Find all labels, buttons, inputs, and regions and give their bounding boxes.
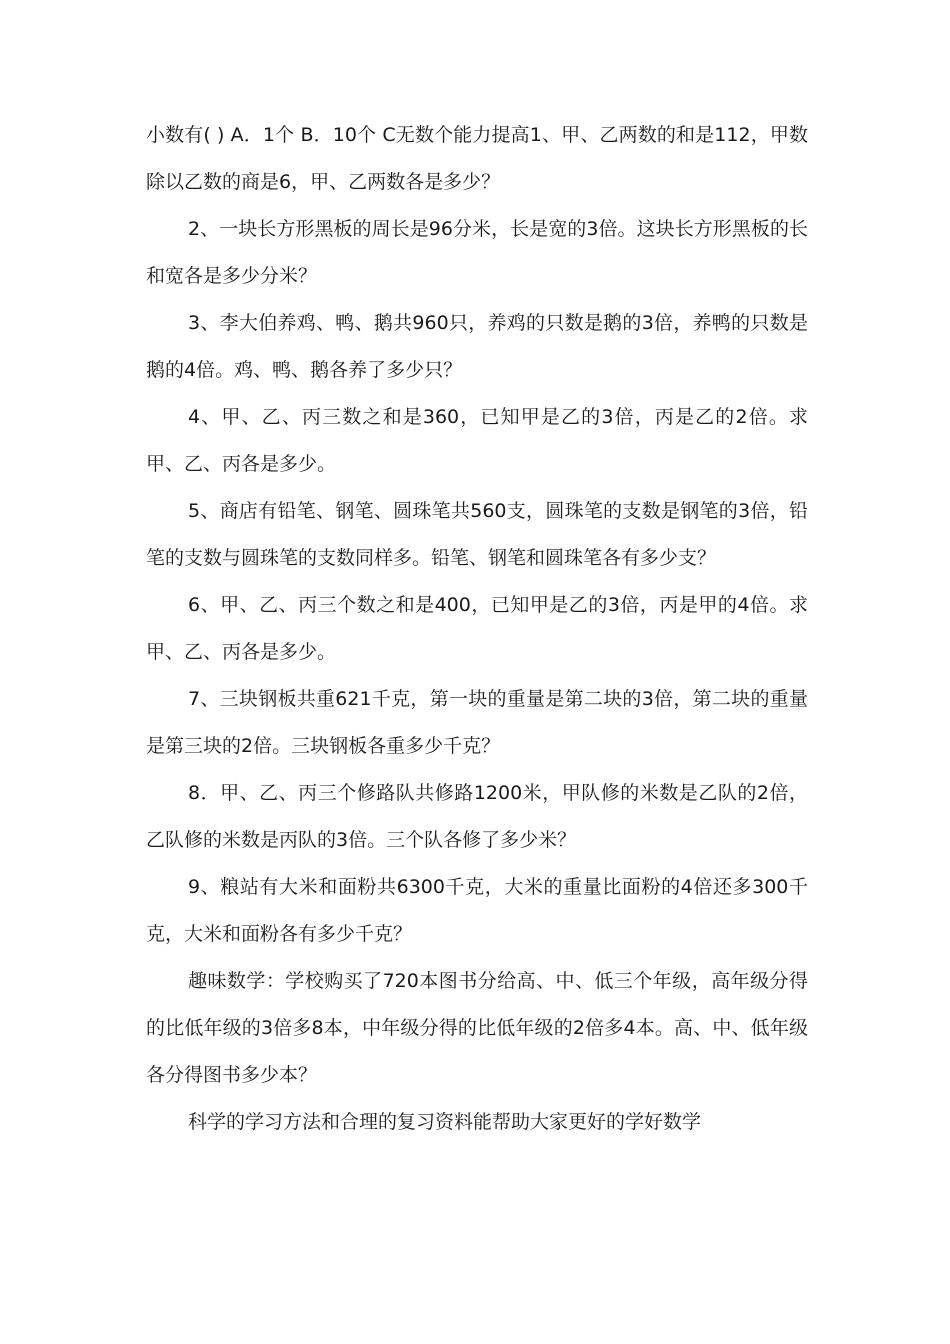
paragraph-7: 7、三块钢板共重621千克，第一块的重量是第二块的3倍，第二块的重量是第三块的2倍。三块钢板各重多少千克？ (146, 688, 808, 757)
document-body (146, 112, 808, 1146)
paragraph-1: 小数有( ) A．1个 B．10个 C无数个能力提高1、甲、乙两数的和是112，甲数除以乙数的商是6，甲、乙两数各是多少？ (146, 124, 808, 193)
paragraph-5: 5、商店有铅笔、钢笔、圆珠笔共560支，圆珠笔的支数是钢笔的3倍，铅笔的支数与圆珠笔的支数同样多。铅笔、钢笔和圆珠笔各有多少支？ (146, 500, 808, 569)
paragraph-8: 8．甲、乙、丙三个修路队共修路1200米，甲队修的米数是乙队的2倍，乙队修的米数是丙队的3倍。三个队各修了多少米？ (146, 782, 808, 851)
paragraph-2: 2、一块长方形黑板的周长是96分米，长是宽的3倍。这块长方形黑板的长和宽各是多少分米？ (146, 218, 808, 287)
paragraph-4: 4、甲、乙、丙三数之和是360，已知甲是乙的3倍，丙是乙的2倍。求甲、乙、丙各是多少。 (146, 406, 808, 475)
paragraph-10: 趣味数学：学校购买了720本图书分给高、中、低三个年级，高年级分得的比低年级的3倍多8本，中年级分得的比低年级的2倍多4本。高、中、低年级各分得图书多少本？ (146, 970, 808, 1086)
paragraph-9: 9、粮站有大米和面粉共6300千克，大米的重量比面粉的4倍还多300千克，大米和面粉各有多少千克？ (146, 876, 808, 945)
paragraph-3: 3、李大伯养鸡、鸭、鹅共960只，养鸡的只数是鹅的3倍，养鸭的只数是鹅的4倍。鸡、鸭、鹅各养了多少只？ (146, 312, 808, 381)
paragraph-6: 6、甲、乙、丙三个数之和是400，已知甲是乙的3倍，丙是甲的4倍。求甲、乙、丙各是多少。 (146, 594, 808, 663)
paragraph-11: 科学的学习方法和合理的复习资料能帮助大家更好的学好数学 (188, 1111, 702, 1133)
